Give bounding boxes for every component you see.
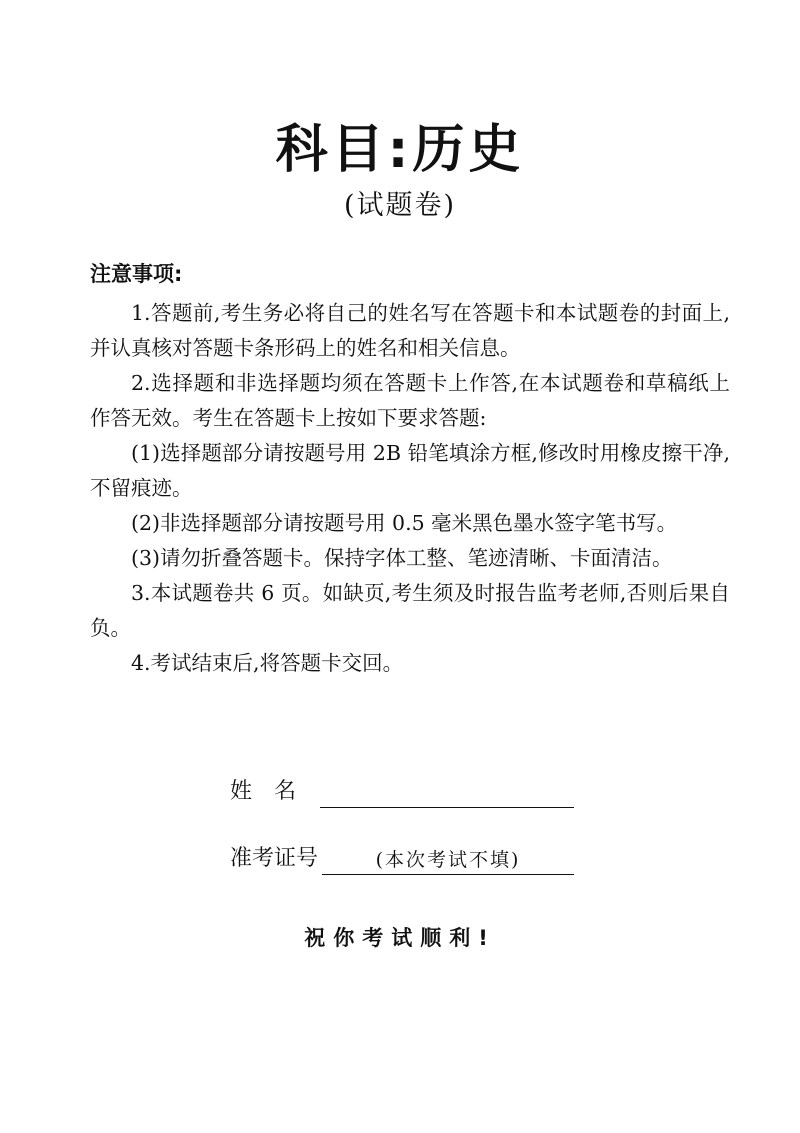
note-item: 3.本试题卷共 6 页。如缺页,考生须及时报告监考老师,否则后果自负。 xyxy=(90,581,730,640)
note-item: 2.选择题和非选择题均须在答题卡上作答,在本试题卷和草稿纸上作答无效。考生在答题卡上按如下要求答题: xyxy=(90,371,730,430)
note-item: 1.答题前,考生务必将自己的姓名写在答题卡和本试题卷的封面上,并认真核对答题卡条形码上的姓名和相关信息。 xyxy=(90,301,730,360)
note-item: (3)请勿折叠答题卡。保持字体工整、笔迹清晰、卡面清洁。 xyxy=(131,546,673,570)
exam-id-label: 准考证号 xyxy=(230,846,319,871)
notes-list xyxy=(90,296,730,681)
name-label: 姓名 xyxy=(230,779,319,804)
notes-heading: 注意事项: xyxy=(90,262,183,286)
note-item: (1)选择题部分请按题号用 2B 铅笔填涂方框,修改时用橡皮擦干净,不留痕迹。 xyxy=(90,441,730,500)
note-item: (2)非选择题部分请按题号用 0.5 毫米黑色墨水签字笔书写。 xyxy=(131,511,678,535)
page-subtitle: (试题卷) xyxy=(343,190,457,221)
exam-id-input-line[interactable]: (本次考试不填) xyxy=(322,844,574,875)
name-input-line[interactable] xyxy=(320,777,574,808)
note-item: 4.考试结束后,将答题卡交回。 xyxy=(131,651,404,675)
name-field-row xyxy=(230,776,574,808)
exam-id-field-row xyxy=(230,843,574,875)
page-title: 科目:历史 xyxy=(275,120,525,180)
good-luck-message: 祝你考试顺利! xyxy=(304,926,496,950)
